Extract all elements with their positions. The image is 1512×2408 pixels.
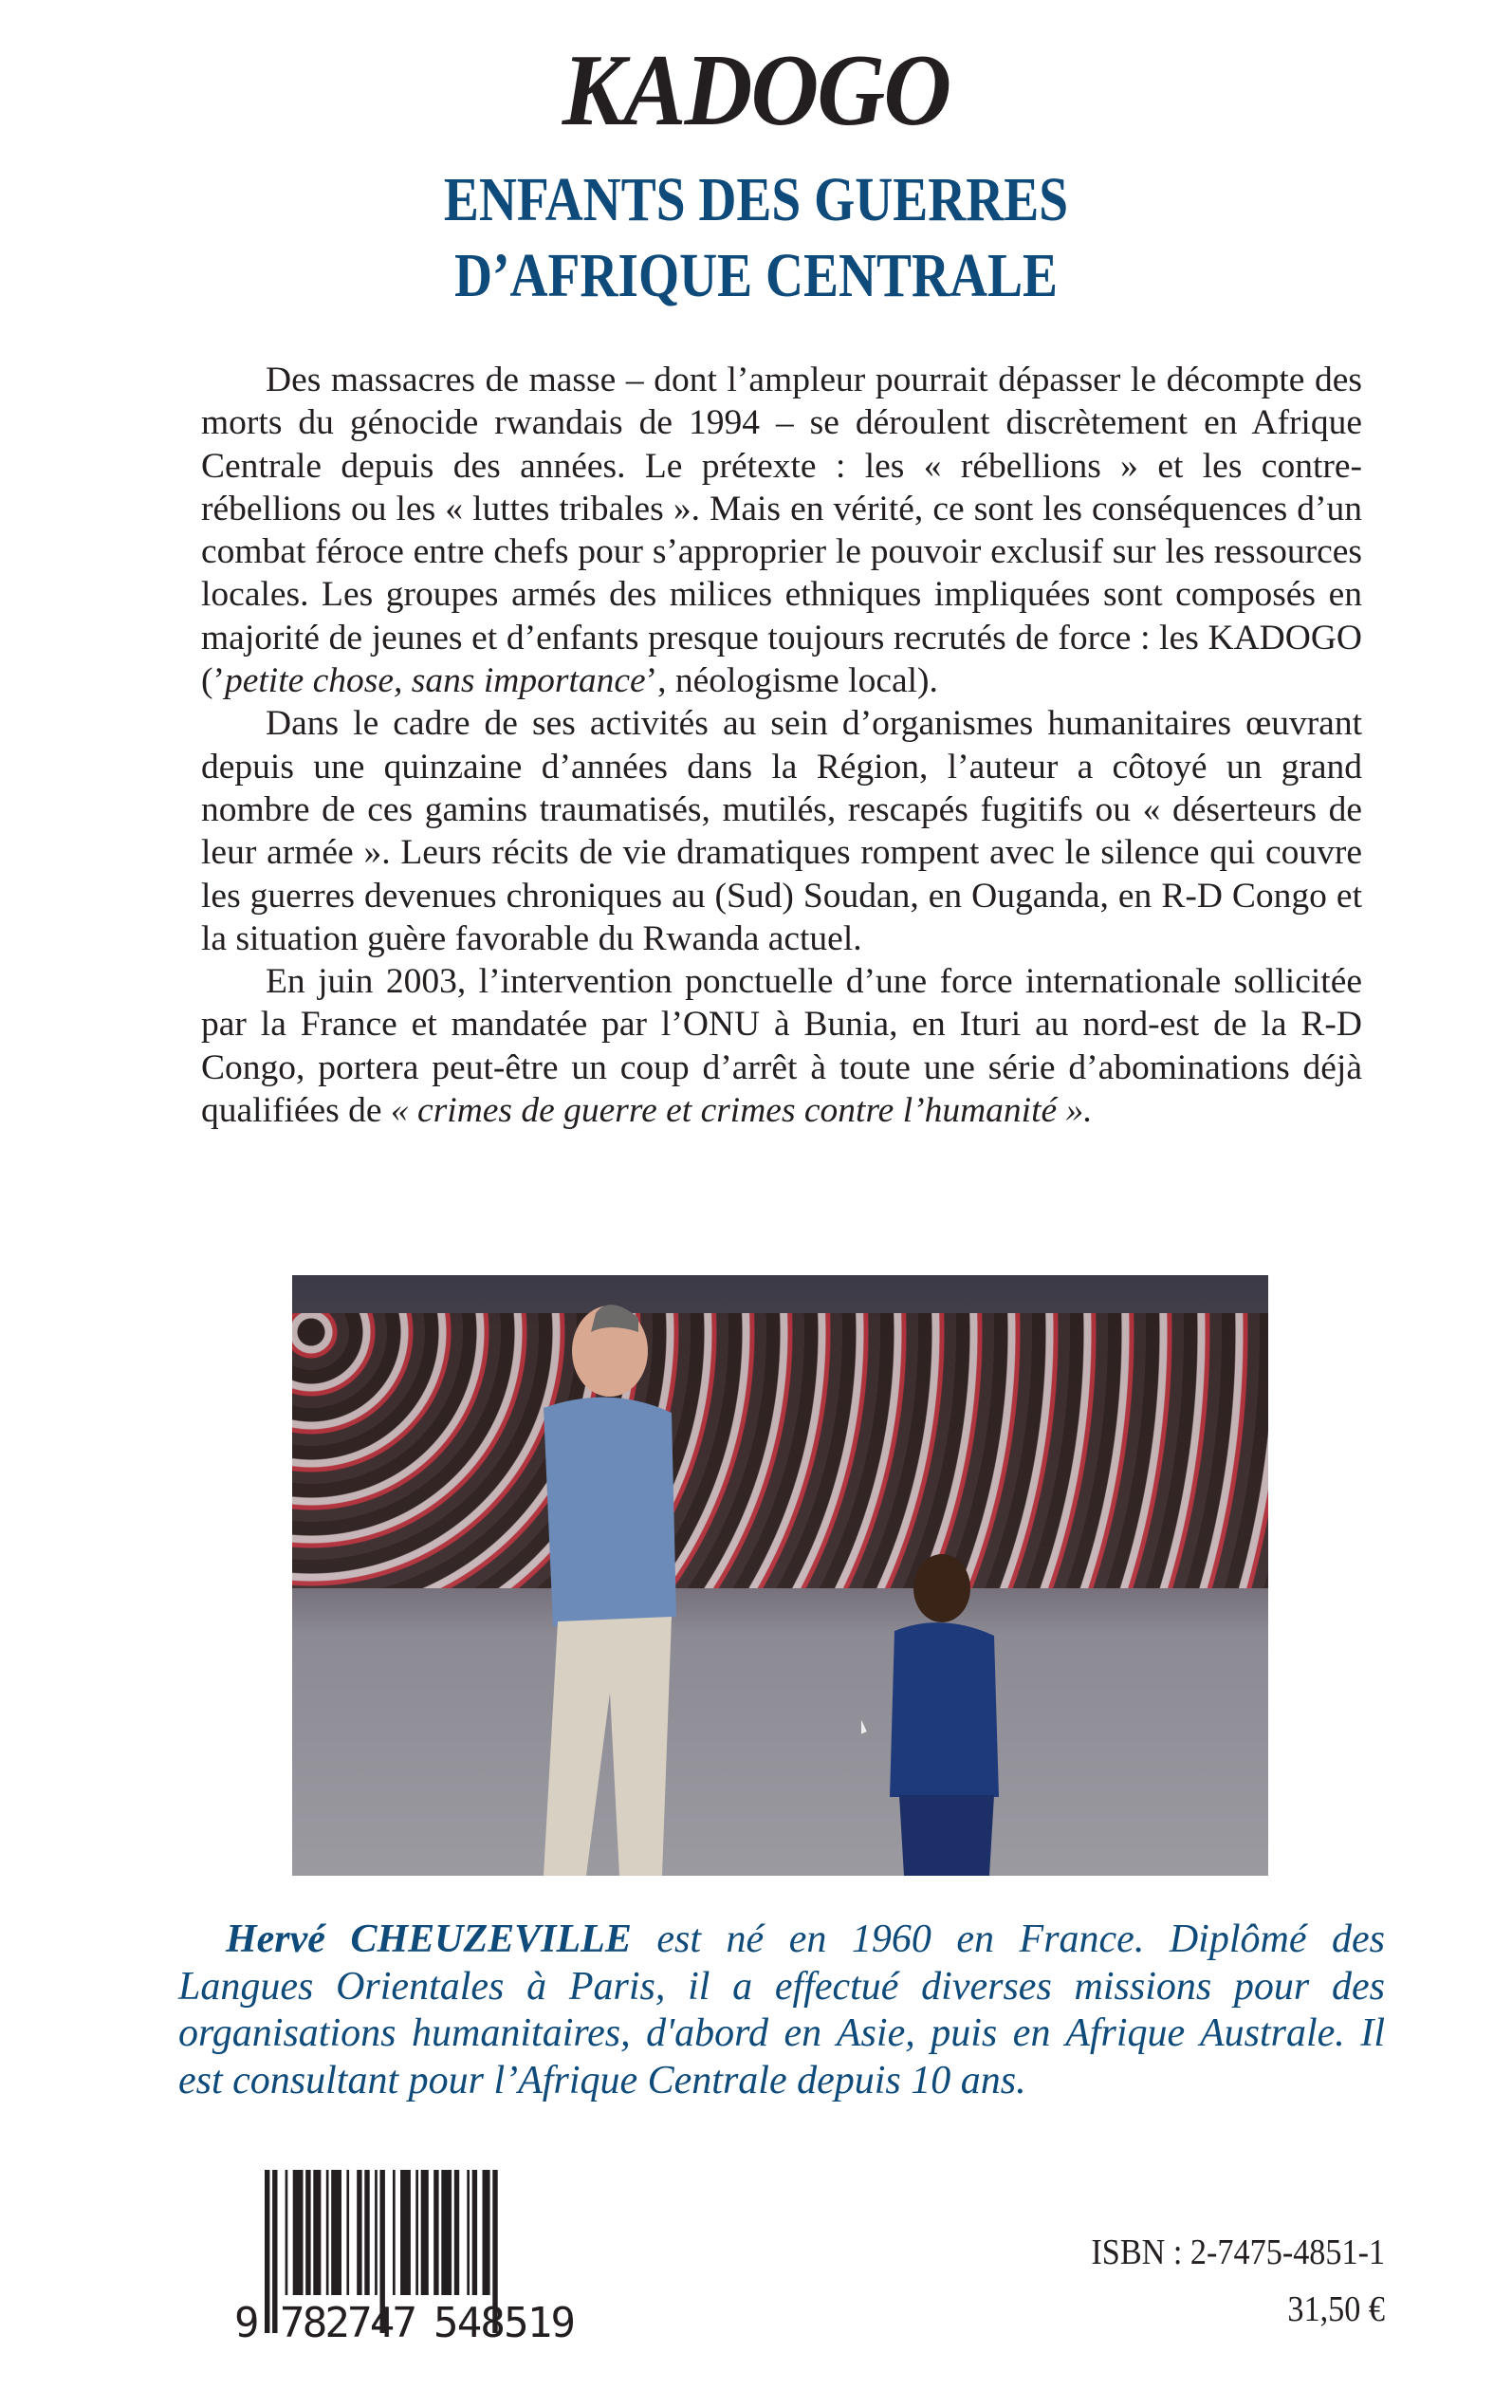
blurb-paragraph-1 bbox=[201, 359, 1362, 702]
blurb-paragraph-3 bbox=[201, 960, 1362, 1132]
barcode-bar bbox=[393, 2170, 396, 2295]
barcode-bar bbox=[272, 2170, 277, 2333]
barcode-bar bbox=[375, 2170, 378, 2295]
barcode-bar bbox=[467, 2170, 470, 2295]
isbn-barcode bbox=[234, 2170, 609, 2341]
author-bio-text: est né en 1960 en France. Diplômé des Langues Orientales à Paris, il a effectué diverses missions pour des organisations humanitaires, d'abord en Asie, puis en Afrique Australe. Il est consultant pour l’Afrique Centrale depuis 10 ans. bbox=[178, 1917, 1385, 2102]
barcode-bar bbox=[454, 2170, 459, 2295]
barcode-bar bbox=[483, 2170, 490, 2295]
price: 31,50 € bbox=[1287, 2289, 1385, 2329]
book-title: KADOGO bbox=[562, 34, 950, 147]
barcode-bar bbox=[286, 2170, 288, 2295]
barcode-bar bbox=[400, 2170, 411, 2295]
subtitle-line-2: D’AFRIQUE CENTRALE bbox=[453, 241, 1059, 310]
blurb bbox=[201, 359, 1362, 1132]
italic-text: « crimes de guerre et crimes contre l’humanité ». bbox=[390, 1091, 1093, 1131]
barcode-bar bbox=[472, 2170, 477, 2295]
text: ’, néologisme local). bbox=[645, 661, 938, 701]
barcode-bar bbox=[265, 2170, 269, 2333]
author-name: Hervé CHEUZEVILLE bbox=[226, 1917, 632, 1961]
cover-photo bbox=[292, 1275, 1268, 1876]
barcode-bar bbox=[357, 2170, 361, 2295]
barcode-bar bbox=[346, 2170, 349, 2295]
author-bio-paragraph bbox=[178, 1917, 1385, 2104]
barcode-bar bbox=[415, 2170, 418, 2295]
text: Des massacres de masse – dont l’ampleur pourrait dépasser le décompte des morts du génocide rwandais de 1994 – se déroulent discrètement en Afrique Centrale depuis des années. Le prétexte : les « rébellions » et les contre-rébellions ou les « luttes tribales ». Mais en vérité, ce sont les conséquences d’un combat féroce entre chefs pour s’approprier le pouvoir exclusif sur les ressources locales. Les groupes armés des milices ethniques impliquées sont composés en majorité de jeunes et d’enfants presque toujours recrutés de force : les KADOGO (’ bbox=[201, 361, 1362, 701]
photo-crowd bbox=[292, 1313, 1268, 1588]
author-bio bbox=[178, 1917, 1385, 2104]
text: En juin 2003, l’intervention ponctuelle d’une force internationale sollicitée par la France et mandatée par l’ONU à Bunia, en Ituri au nord-est de la R-D Congo, portera peut-être un coup d’arrêt à toute une série d’abominations déjà qualifiées de bbox=[201, 962, 1362, 1131]
italic-text: petite chose, sans importance bbox=[224, 661, 646, 701]
photo-man-figure bbox=[506, 1294, 686, 1876]
barcode-bar bbox=[313, 2170, 321, 2295]
barcode-bar bbox=[305, 2170, 310, 2295]
blurb-paragraph-2: Dans le cadre de ses activités au sein d’organismes humanitaires œuvrant depuis une quinzaine d’années dans la Région, l’auteur a côtoyé un grand nombre de ces gamins traumatisés, mutilés, rescapés fugitifs ou « déserteurs de leur armée ». Leurs récits de vie dramatiques rompent avec le silence qui couvre les guerres devenues chroniques au (Sud) Soudan, en Ouganda, en R-D Congo et la situation guère favorable du Rwanda actuel. bbox=[201, 704, 1362, 958]
photo-boy-figure bbox=[861, 1550, 1013, 1876]
barcode-bar bbox=[326, 2170, 329, 2295]
barcode-left-digits: 782747 bbox=[280, 2299, 417, 2341]
barcode-bar bbox=[293, 2170, 304, 2295]
isbn-number: ISBN : 2-7475-4851-1 bbox=[1091, 2232, 1385, 2272]
barcode-bar bbox=[364, 2170, 369, 2295]
barcode-bar bbox=[441, 2170, 452, 2295]
barcode-first-digit: 9 bbox=[234, 2299, 260, 2341]
barcode-right-digits: 548519 bbox=[433, 2299, 576, 2341]
barcode-bar bbox=[433, 2170, 438, 2295]
barcode-bar bbox=[421, 2170, 429, 2295]
barcode-bar bbox=[331, 2170, 341, 2295]
subtitle-line-1: ENFANTS DES GUERRES bbox=[443, 165, 1069, 234]
